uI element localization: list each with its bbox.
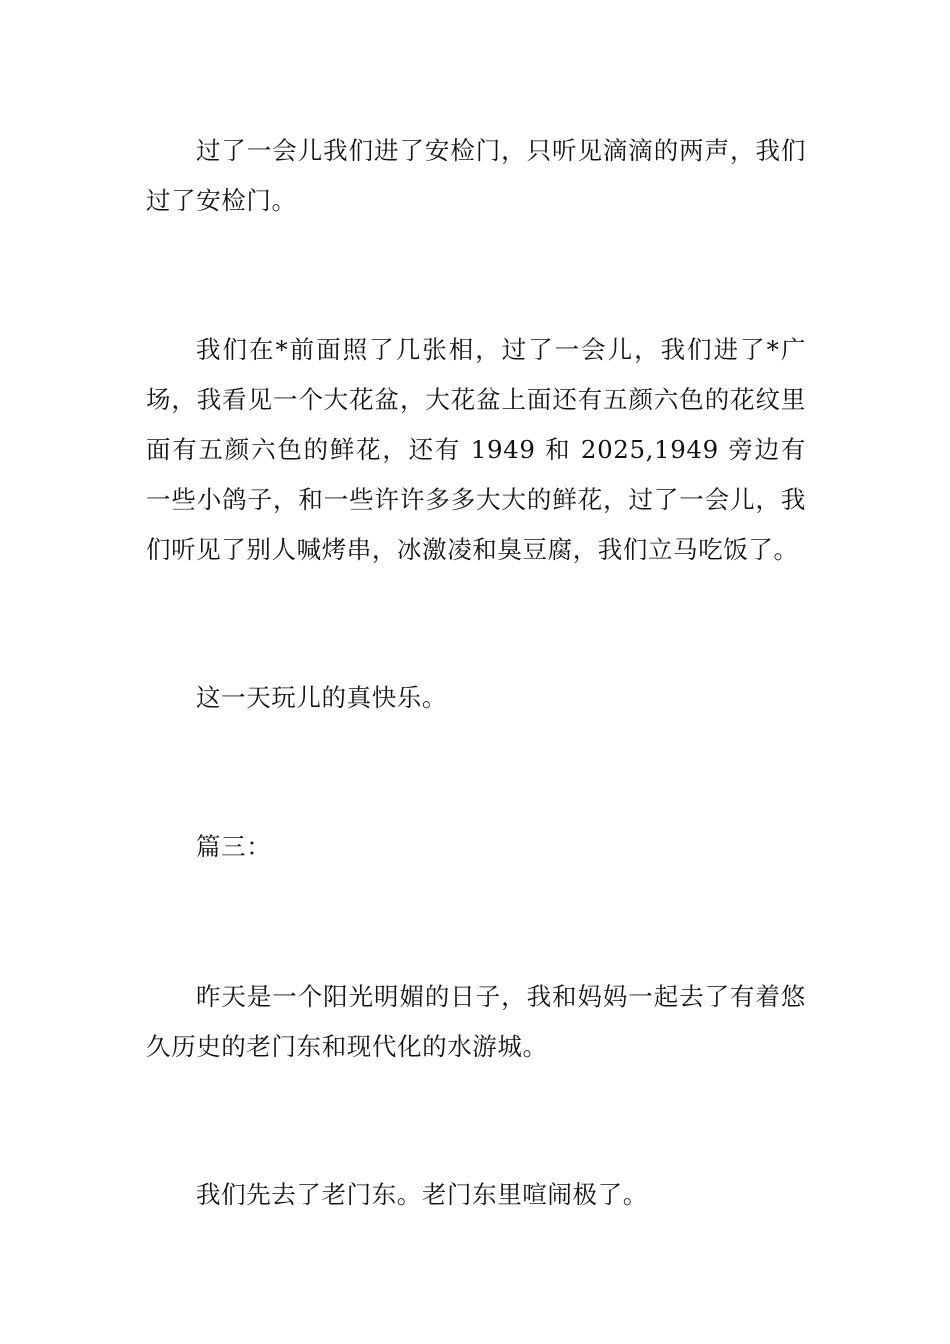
paragraph-security-gate: 过了一会儿我们进了安检门，只听见滴滴的两声，我们过了安检门。 (146, 136, 806, 215)
paragraph-sunny-day: 昨天是一个阳光明媚的日子，我和妈妈一起去了有着悠久历史的老门东和现代化的水游城。 (146, 982, 806, 1061)
section-heading-part-three: 篇三： (196, 832, 272, 861)
paragraph-laomendong: 我们先去了老门东。老门东里喧闹极了。 (196, 1180, 648, 1209)
paragraph-happy-day: 这一天玩儿的真快乐。 (196, 683, 447, 712)
paragraph-square-flowers: 我们在*前面照了几张相，过了一会儿，我们进了*广场，我看见一个大花盆，大花盆上面还有五颜六色的花纹里面有五颜六色的鲜花，还有 1949 和 2025,1949 旁边有一些小鸽子，和一些许许多多大大的鲜花，过了一会儿，我们听见了别人喊烤串，冰激凌和臭豆腐，我们立马吃饭了。 (146, 335, 806, 564)
